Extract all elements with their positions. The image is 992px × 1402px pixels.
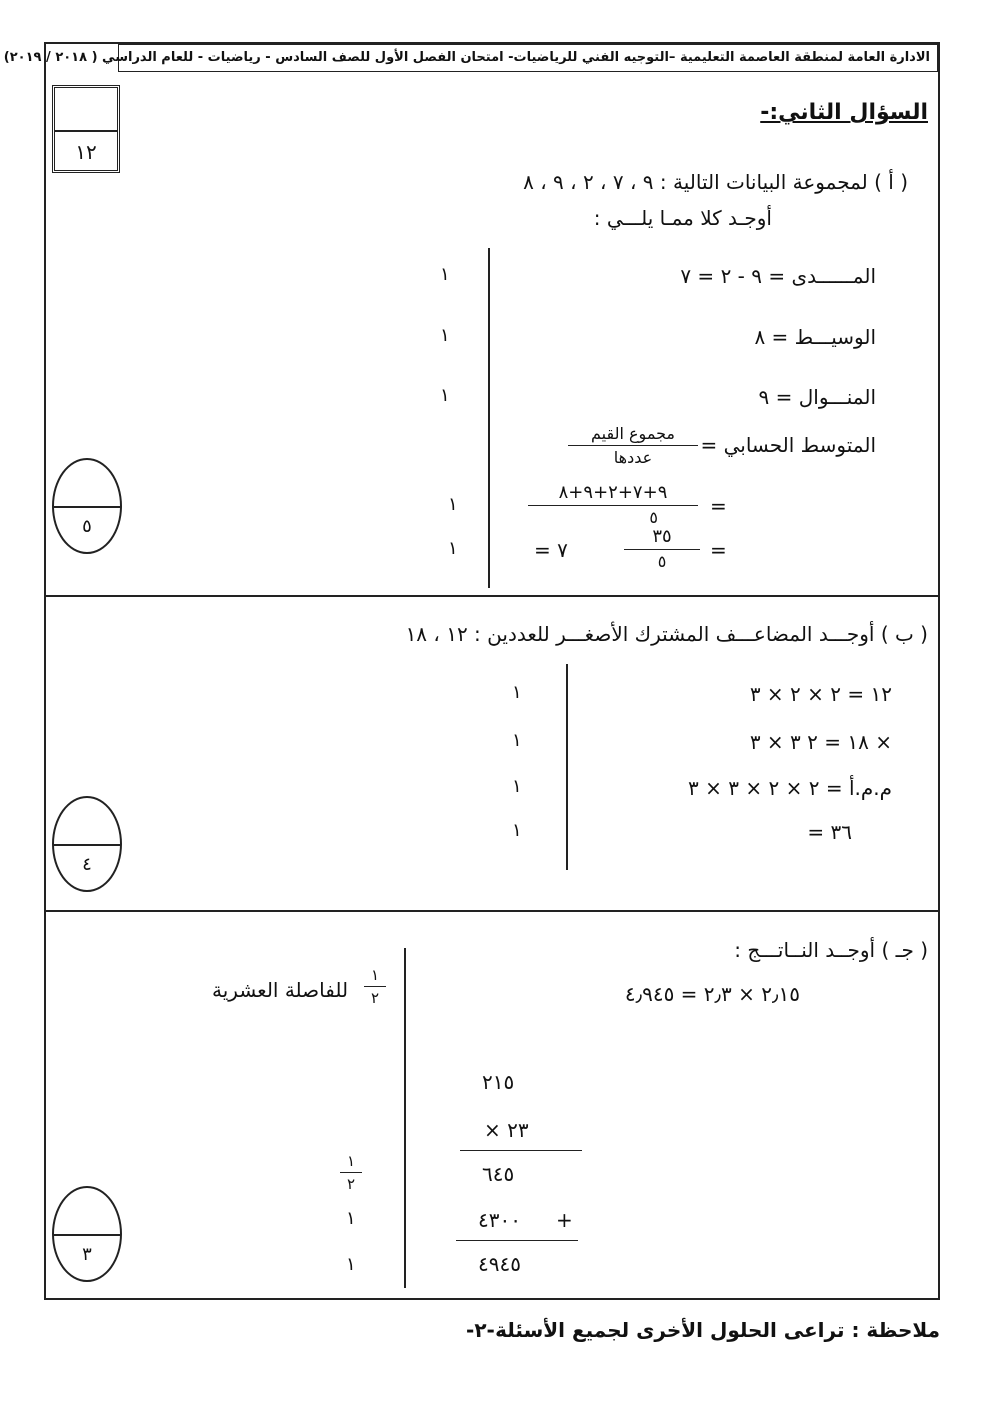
score-oval-a — [52, 458, 122, 554]
factor-12: ١٢ = ٢ × ٢ × ٣ — [749, 682, 892, 706]
mark-b-4: ١ — [512, 820, 522, 841]
mark-b-2: ١ — [512, 730, 522, 751]
mean-formula-denominator: عددها — [613, 448, 653, 467]
divider-b-c — [44, 910, 940, 912]
mark-b-3: ١ — [512, 776, 522, 797]
partial-product-1: ٦٤٥ — [482, 1162, 515, 1186]
mode-line: المنـــوال = ٩ — [758, 385, 876, 409]
result-numerator: ٣٥ — [652, 526, 672, 547]
lcm-result: = ٣٦ — [807, 820, 852, 844]
mark-b-1: ١ — [512, 682, 522, 703]
score-b: ٤ — [82, 854, 92, 875]
mark-a-4: ١ — [448, 494, 458, 515]
total-score: ١٢ — [75, 140, 97, 164]
result-denominator: ٥ — [657, 552, 667, 571]
mark-a-5: ١ — [448, 538, 458, 559]
part-b-prompt: ( ب ) أوجـــد المضاعـــف المشترك الأصغـــر للعددين : ١٢ ، ١٨ — [405, 622, 928, 646]
multiplicand: ٢١٥ — [482, 1070, 515, 1094]
sum-line — [456, 1240, 578, 1241]
sum-denominator: ٥ — [649, 508, 658, 527]
range-line: المــــــدى = ٩ - ٢ = ٧ — [680, 264, 876, 288]
half-mark-2: ١ ٢ — [340, 1152, 362, 1193]
mark-a-3: ١ — [440, 385, 450, 406]
mark-c-2: ١ — [346, 1254, 356, 1275]
part-c-prompt: ( جـ ) أوجــد النــاتـــج : — [734, 938, 928, 962]
result-value: = ٧ — [534, 538, 568, 562]
decimal-equation: ٢٫١٥ × ٢٫٣ = ٤٫٩٤٥ — [624, 982, 800, 1006]
mark-c-1: ١ — [346, 1208, 356, 1229]
result-fraction — [624, 526, 700, 571]
result-equals: = — [710, 538, 727, 562]
final-product: ٤٩٤٥ — [478, 1252, 521, 1276]
mean-formula-fraction — [568, 424, 698, 467]
page-number: -٢- — [466, 1318, 495, 1342]
score-oval-c — [52, 1186, 122, 1282]
score-a: ٥ — [82, 516, 92, 537]
score-oval-b — [52, 796, 122, 892]
part-a-mark-line — [488, 248, 490, 588]
exam-frame — [44, 42, 940, 1300]
mark-a-2: ١ — [440, 325, 450, 346]
mult-line — [460, 1150, 582, 1151]
sum-equals: = — [710, 494, 727, 518]
score-c: ٣ — [82, 1244, 92, 1265]
mean-label: المتوسط الحسابي = — [700, 433, 876, 457]
part-a-instruction: أوجـد كلا ممـا يلـــي : — [593, 206, 772, 230]
part-a-prompt: ( أ ) لمجموعة البيانات التالية : ٩ ، ٧ ، ٢ ، ٩ ، ٨ — [523, 170, 908, 194]
factor-18: ١٨ = ٢ ٣ × ٣ × — [749, 730, 892, 754]
median-line: الوسيـــط = ٨ — [754, 325, 876, 349]
divider-a-b — [44, 595, 940, 597]
mark-a-1: ١ — [440, 264, 450, 285]
partial-product-2: ٤٣٠٠ — [478, 1208, 521, 1232]
decimal-point-note: للفاصلة العشرية — [212, 978, 349, 1002]
exam-header: الادارة العامة لمنطقة العاصمة التعليمية –التوجيه الفني للرياضيات- امتحان الفصل الأول للصف السادس - رياضيات - للعام الدراسي ( ٢٠١٨ / ٢٠١٩) — [3, 50, 930, 65]
part-b-mark-line — [566, 664, 568, 870]
multiplier: × ٢٣ — [484, 1118, 529, 1142]
lcm-product: م.م.أ = ٢ × ٢ × ٣ × ٣ — [688, 776, 892, 800]
plus-sign: + — [556, 1208, 573, 1232]
total-score-box — [52, 85, 120, 173]
sum-fraction — [528, 482, 698, 527]
footer-note: ملاحظة : تراعى الحلول الأخرى لجميع الأسئلة — [495, 1318, 940, 1342]
mean-formula-numerator: مجموع القيم — [591, 424, 675, 443]
half-mark-1: ١ ٢ — [364, 966, 386, 1007]
sum-numerator: ٩+٧+٢+٩+٨ — [558, 482, 668, 503]
part-c-mark-line — [404, 948, 406, 1288]
question-title: السؤال الثاني:- — [760, 100, 928, 125]
